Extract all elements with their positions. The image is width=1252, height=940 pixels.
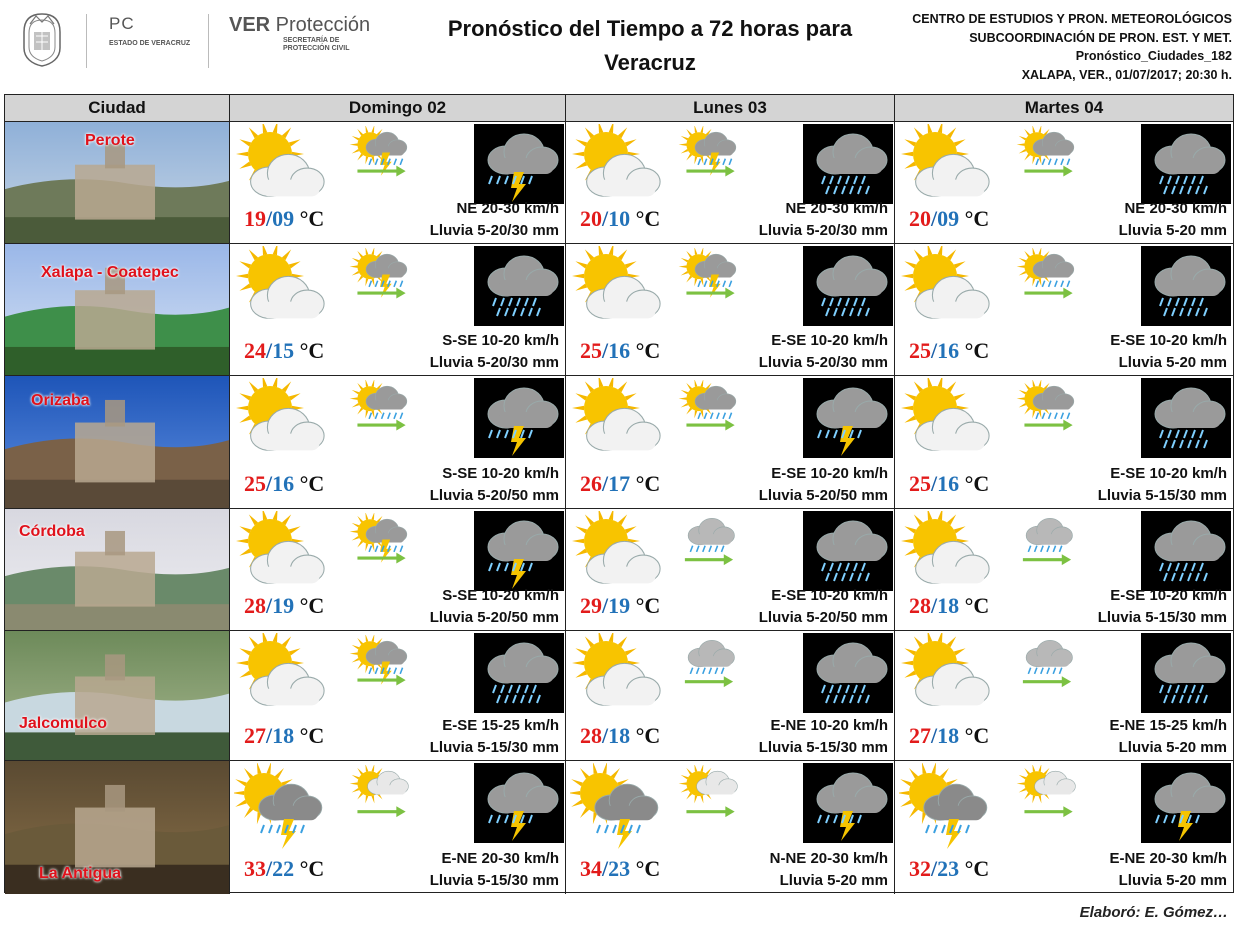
ver-logo-subtitle-2: PROTECCIÓN CIVIL	[283, 45, 350, 52]
city-name: La Antigua	[39, 865, 122, 882]
temp-max: 27	[244, 723, 266, 748]
header-day-1: Domingo 02	[230, 95, 566, 122]
city-cell	[5, 761, 230, 894]
storm-sun-wind-icon	[348, 248, 426, 318]
rain-sun-wind-icon	[677, 380, 755, 450]
pc-logo-title: PC	[109, 14, 135, 33]
forecast-row	[5, 244, 1233, 376]
city-name: Córdoba	[19, 523, 85, 540]
header-day-2: Lunes 03	[566, 95, 895, 122]
forecast-cell	[566, 761, 895, 894]
issuer-line4: XALAPA, VER., 01/07/2017; 20:30 h.	[1021, 67, 1232, 82]
temp-unit: °C	[294, 338, 325, 363]
temp-max: 28	[244, 593, 266, 618]
rain-forecast: Lluvia 5-15/30 mm	[429, 872, 559, 889]
issuer-info	[872, 10, 1232, 84]
forecast-row	[5, 509, 1233, 631]
temperature	[580, 471, 660, 497]
cloudy-sun-icon	[234, 246, 330, 336]
cloudy-sun-icon	[570, 511, 666, 601]
city-name: Orizaba	[31, 392, 90, 409]
forecast-row	[5, 376, 1233, 509]
temp-separator: /	[266, 471, 273, 496]
forecast-cell	[566, 376, 895, 508]
rain-forecast: Lluvia 5-15/30 mm	[1097, 609, 1227, 626]
rain-forecast: Lluvia 5-20 mm	[1118, 354, 1227, 371]
cloudy-sun-icon	[899, 378, 995, 468]
forecast-cell	[895, 761, 1233, 894]
storm-night-icon	[803, 763, 893, 843]
city-name: Jalcomulco	[19, 715, 108, 732]
ver-logo-subtitle-1: SECRETARÍA DE	[283, 37, 340, 44]
temp-separator: /	[602, 471, 609, 496]
sun-cloud-wind-icon	[677, 765, 755, 835]
temp-unit: °C	[294, 593, 325, 618]
rain-forecast: Lluvia 5-20 mm	[1118, 222, 1227, 239]
cloudy-sun-icon	[570, 246, 666, 336]
temp-separator: /	[602, 856, 609, 881]
rain-cloud-wind-icon	[677, 513, 755, 583]
ver-logo-title: Protección	[270, 14, 371, 36]
temp-min: 09	[272, 206, 295, 231]
wind-forecast: E-NE 15-25 km/h	[1109, 717, 1227, 734]
wind-forecast: S-SE 10-20 km/h	[442, 587, 559, 604]
city-cell	[5, 376, 230, 508]
wind-forecast: E-SE 10-20 km/h	[1110, 587, 1227, 604]
temp-unit: °C	[959, 593, 990, 618]
rain-cloud-wind-icon	[1015, 635, 1093, 705]
cloudy-sun-icon	[570, 633, 666, 723]
sun-cloud-wind-icon	[348, 765, 426, 835]
temp-max: 32	[909, 856, 931, 881]
storm-night-icon	[803, 378, 893, 458]
ver-proteccion-logo	[208, 14, 388, 68]
wind-forecast: N-NE 20-30 km/h	[769, 850, 888, 867]
temperature	[244, 471, 324, 497]
rain-forecast: Lluvia 5-20/50 mm	[758, 487, 888, 504]
temp-separator: /	[931, 206, 938, 231]
page-title	[400, 12, 900, 80]
rain-cloud-wind-icon	[677, 635, 755, 705]
storm-sun-icon	[899, 763, 995, 853]
temp-separator: /	[931, 338, 938, 363]
temp-separator: /	[266, 338, 273, 363]
rain-forecast: Lluvia 5-20 mm	[779, 872, 888, 889]
storm-sun-icon	[234, 763, 330, 853]
rain-night-icon	[803, 511, 893, 591]
temp-unit: °C	[630, 856, 661, 881]
sun-cloud-wind-icon	[1015, 765, 1093, 835]
temp-min: 19	[272, 593, 295, 618]
forecast-cell	[566, 122, 895, 243]
temperature	[244, 593, 324, 619]
temp-separator: /	[266, 206, 273, 231]
temperature	[580, 593, 660, 619]
rain-cloud-wind-icon	[1015, 513, 1093, 583]
forecast-cell	[566, 631, 895, 760]
forecast-cell	[895, 122, 1233, 243]
forecast-cell	[230, 761, 566, 894]
temp-max: 28	[580, 723, 602, 748]
storm-sun-wind-icon	[677, 248, 755, 318]
wind-forecast: S-SE 10-20 km/h	[442, 465, 559, 482]
wind-forecast: NE 20-30 km/h	[456, 200, 559, 217]
wind-forecast: E-SE 15-25 km/h	[442, 717, 559, 734]
storm-sun-wind-icon	[677, 126, 755, 196]
temp-max: 27	[909, 723, 931, 748]
rain-night-icon	[803, 124, 893, 204]
temp-max: 28	[909, 593, 931, 618]
temperature	[244, 723, 324, 749]
wind-forecast: S-SE 10-20 km/h	[442, 332, 559, 349]
rain-forecast: Lluvia 5-20 mm	[1118, 872, 1227, 889]
rain-night-icon	[803, 633, 893, 713]
rain-forecast: Lluvia 5-20 mm	[1118, 739, 1227, 756]
city-cell	[5, 509, 230, 630]
cloudy-sun-icon	[899, 511, 995, 601]
temp-separator: /	[602, 723, 609, 748]
forecast-cell	[230, 122, 566, 243]
temp-max: 33	[244, 856, 266, 881]
temperature	[909, 723, 989, 749]
issuer-line3: Pronóstico_Ciudades_182	[1075, 49, 1232, 63]
wind-forecast: E-SE 10-20 km/h	[771, 332, 888, 349]
temp-min: 19	[608, 593, 631, 618]
header-day-3: Martes 04	[895, 95, 1233, 122]
forecast-cell	[566, 244, 895, 375]
temp-min: 16	[608, 338, 631, 363]
temp-min: 18	[608, 723, 631, 748]
storm-night-icon	[474, 763, 564, 843]
temperature	[580, 723, 660, 749]
temp-unit: °C	[959, 856, 990, 881]
forecast-cell	[230, 509, 566, 630]
wind-forecast: E-NE 20-30 km/h	[1109, 850, 1227, 867]
temperature	[909, 206, 989, 232]
temp-max: 20	[580, 206, 602, 231]
storm-night-icon	[1141, 763, 1231, 843]
temp-unit: °C	[630, 593, 661, 618]
temp-min: 23	[937, 856, 960, 881]
rain-night-icon	[1141, 124, 1231, 204]
wind-forecast: E-SE 10-20 km/h	[771, 465, 888, 482]
issuer-line2: SUBCOORDINACIÓN DE PRON. EST. Y MET.	[969, 30, 1232, 45]
rain-forecast: Lluvia 5-20/30 mm	[429, 354, 559, 371]
temp-unit: °C	[294, 723, 325, 748]
forecast-row	[5, 631, 1233, 761]
wind-forecast: NE 20-30 km/h	[1124, 200, 1227, 217]
storm-night-icon	[474, 124, 564, 204]
temp-min: 23	[608, 856, 631, 881]
temp-unit: °C	[959, 471, 990, 496]
forecast-cell	[230, 244, 566, 375]
temperature	[909, 856, 989, 882]
wind-forecast: E-SE 10-20 km/h	[1110, 465, 1227, 482]
storm-night-icon	[474, 378, 564, 458]
temperature	[580, 856, 660, 882]
wind-forecast: E-SE 10-20 km/h	[1110, 332, 1227, 349]
forecast-cell	[895, 509, 1233, 630]
temp-separator: /	[266, 856, 273, 881]
temperature	[244, 856, 324, 882]
rain-forecast: Lluvia 5-20/30 mm	[758, 222, 888, 239]
temperature	[909, 593, 989, 619]
cloudy-sun-icon	[899, 246, 995, 336]
forecast-row	[5, 761, 1233, 894]
temp-separator: /	[931, 856, 938, 881]
rain-forecast: Lluvia 5-20/50 mm	[429, 487, 559, 504]
temp-separator: /	[266, 723, 273, 748]
temp-min: 10	[608, 206, 631, 231]
temp-separator: /	[602, 593, 609, 618]
temp-unit: °C	[294, 206, 325, 231]
rain-night-icon	[1141, 511, 1231, 591]
veracruz-seal-logo	[20, 12, 64, 68]
rain-sun-wind-icon	[348, 380, 426, 450]
temp-max: 25	[244, 471, 266, 496]
temp-separator: /	[931, 471, 938, 496]
temp-min: 16	[937, 471, 960, 496]
rain-forecast: Lluvia 5-20/50 mm	[429, 609, 559, 626]
temp-max: 25	[909, 338, 931, 363]
temp-max: 25	[909, 471, 931, 496]
header-city: Ciudad	[5, 95, 230, 122]
storm-sun-wind-icon	[348, 513, 426, 583]
wind-forecast: E-NE 10-20 km/h	[770, 717, 888, 734]
temperature	[909, 471, 989, 497]
cloudy-sun-icon	[570, 124, 666, 214]
wind-forecast: E-NE 20-30 km/h	[441, 850, 559, 867]
rain-sun-wind-icon	[1015, 126, 1093, 196]
cloudy-sun-icon	[234, 124, 330, 214]
forecast-cell	[230, 376, 566, 508]
temperature	[580, 338, 660, 364]
temp-unit: °C	[959, 338, 990, 363]
temp-separator: /	[602, 206, 609, 231]
temp-min: 09	[937, 206, 960, 231]
rain-sun-wind-icon	[1015, 380, 1093, 450]
temp-min: 18	[937, 723, 960, 748]
pc-logo-subtitle: ESTADO DE VERACRUZ	[109, 40, 191, 47]
forecast-cell	[566, 509, 895, 630]
storm-night-icon	[474, 511, 564, 591]
temp-max: 20	[909, 206, 931, 231]
temp-min: 17	[608, 471, 631, 496]
temp-min: 15	[272, 338, 295, 363]
cloudy-sun-icon	[234, 511, 330, 601]
temp-separator: /	[931, 723, 938, 748]
page-header	[0, 0, 1252, 92]
rain-night-icon	[1141, 378, 1231, 458]
cloudy-sun-icon	[234, 633, 330, 723]
temp-max: 25	[580, 338, 602, 363]
rain-night-icon	[1141, 633, 1231, 713]
city-cell	[5, 122, 230, 243]
temp-max: 26	[580, 471, 602, 496]
temp-unit: °C	[630, 206, 661, 231]
rain-night-icon	[474, 633, 564, 713]
temp-unit: °C	[294, 471, 325, 496]
city-cell	[5, 244, 230, 375]
temp-unit: °C	[630, 338, 661, 363]
temperature	[244, 338, 324, 364]
temp-unit: °C	[959, 723, 990, 748]
ver-logo-bold: VER	[229, 14, 271, 36]
cloudy-sun-icon	[899, 633, 995, 723]
temp-max: 29	[580, 593, 602, 618]
temp-max: 24	[244, 338, 266, 363]
rain-forecast: Lluvia 5-15/30 mm	[758, 739, 888, 756]
cloudy-sun-icon	[899, 124, 995, 214]
temp-max: 34	[580, 856, 602, 881]
pc-logo	[86, 14, 196, 68]
page-title-line1: Pronóstico del Tiempo a 72 horas para	[447, 16, 853, 41]
author-credit: Elaboró: E. Gómez…	[1079, 904, 1228, 921]
rain-forecast: Lluvia 5-15/30 mm	[1097, 487, 1227, 504]
forecast-table	[4, 94, 1234, 893]
forecast-cell	[895, 244, 1233, 375]
forecast-cell	[895, 631, 1233, 760]
rain-forecast: Lluvia 5-20/30 mm	[429, 222, 559, 239]
temp-min: 18	[937, 593, 960, 618]
temp-max: 19	[244, 206, 266, 231]
temp-unit: °C	[630, 471, 661, 496]
temp-min: 22	[272, 856, 295, 881]
temp-unit: °C	[294, 856, 325, 881]
rain-forecast: Lluvia 5-15/30 mm	[429, 739, 559, 756]
forecast-cell	[230, 631, 566, 760]
temperature	[244, 206, 324, 232]
city-name: Perote	[85, 132, 135, 149]
cloudy-sun-icon	[234, 378, 330, 468]
temp-min: 16	[937, 338, 960, 363]
page-title-line2: Veracruz	[604, 50, 696, 75]
city-cell	[5, 631, 230, 760]
wind-forecast: E-SE 10-20 km/h	[771, 587, 888, 604]
temp-unit: °C	[630, 723, 661, 748]
cloudy-sun-icon	[570, 378, 666, 468]
temperature	[909, 338, 989, 364]
temp-min: 18	[272, 723, 295, 748]
forecast-cell	[895, 376, 1233, 508]
temp-unit: °C	[959, 206, 990, 231]
storm-sun-wind-icon	[348, 126, 426, 196]
temp-separator: /	[931, 593, 938, 618]
wind-forecast: NE 20-30 km/h	[785, 200, 888, 217]
rain-forecast: Lluvia 5-20/30 mm	[758, 354, 888, 371]
temp-min: 16	[272, 471, 295, 496]
rain-night-icon	[1141, 246, 1231, 326]
rain-night-icon	[803, 246, 893, 326]
rain-sun-wind-icon	[1015, 248, 1093, 318]
rain-night-icon	[474, 246, 564, 326]
storm-sun-wind-icon	[348, 635, 426, 705]
issuer-line1: CENTRO DE ESTUDIOS Y PRON. METEOROLÓGICOS	[912, 12, 1232, 26]
city-name: Xalapa - Coatepec	[41, 264, 179, 281]
temp-separator: /	[266, 593, 273, 618]
storm-sun-icon	[570, 763, 666, 853]
temperature	[580, 206, 660, 232]
rain-forecast: Lluvia 5-20/50 mm	[758, 609, 888, 626]
city-photo	[5, 631, 230, 760]
temp-separator: /	[602, 338, 609, 363]
forecast-row	[5, 122, 1233, 244]
